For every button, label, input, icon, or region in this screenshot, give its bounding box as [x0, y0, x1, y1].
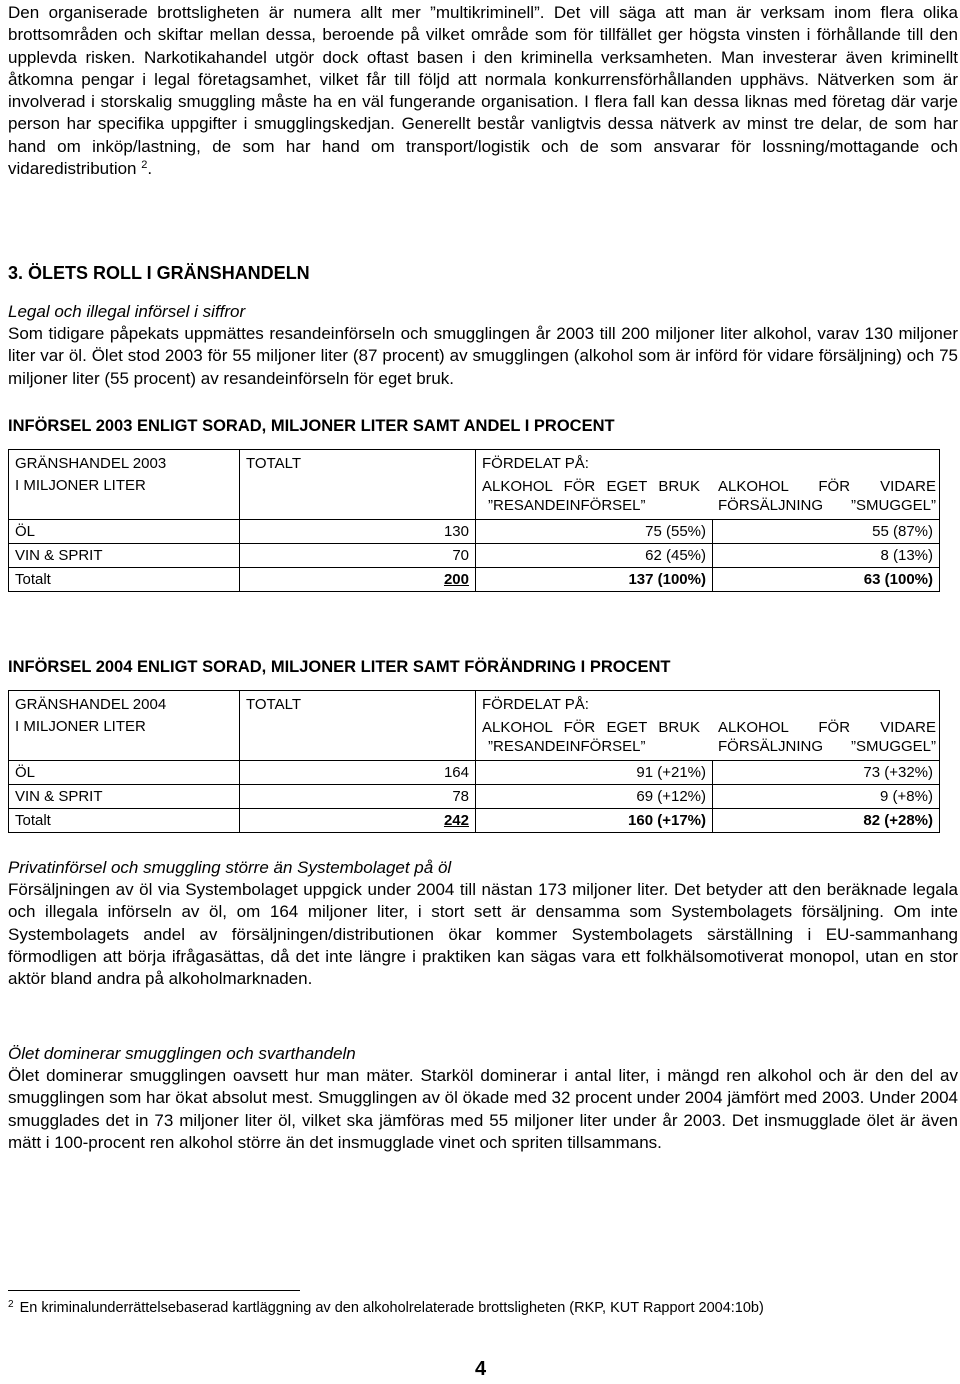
section-intro-block: [8, 301, 958, 390]
row-total: [240, 568, 476, 592]
section-subheading: Legal och illegal införsel i siffror: [8, 302, 246, 321]
header-resale-line2: FÖRSÄLJNING ”SMUGGEL”: [718, 497, 936, 514]
header-total: TOTALT: [240, 450, 476, 520]
table-row: [9, 544, 940, 568]
row-resale: 63 (100%): [713, 568, 940, 592]
row-label: ÖL: [9, 761, 240, 785]
intro-paragraph: [8, 2, 958, 180]
row-own-use: 137 (100%): [476, 568, 713, 592]
table-row: [9, 785, 940, 809]
beer-dominates-subheading: Ölet dominerar smugglingen och svarthandeln: [8, 1044, 356, 1063]
header-region: [9, 450, 240, 520]
section-heading: 3. ÖLETS ROLL I GRÄNSHANDELN: [8, 263, 310, 283]
header-region-line1: GRÄNSHANDEL 2003: [15, 455, 167, 472]
footnote-reference[interactable]: 2: [141, 159, 148, 172]
row-resale: 55 (87%): [713, 520, 940, 544]
row-label: VIN & SPRIT: [9, 544, 240, 568]
row-own-use: 91 (+21%): [476, 761, 713, 785]
row-own-use: 160 (+17%): [476, 809, 713, 833]
row-total-value: 200: [443, 571, 469, 588]
header-resale-line1: ALKOHOL FÖR VIDARE: [718, 478, 936, 495]
table-row: [9, 520, 940, 544]
table-header-row: [9, 691, 940, 761]
header-own-use: [482, 477, 700, 515]
header-own-use-line1: ALKOHOL FÖR EGET BRUK: [482, 719, 700, 736]
row-total: 70: [240, 544, 476, 568]
footnote: [8, 1299, 764, 1316]
footnote-divider: [8, 1290, 300, 1291]
header-own-use: [482, 718, 700, 756]
row-label: Totalt: [9, 568, 240, 592]
header-own-use-line2: ”RESANDEINFÖRSEL”: [488, 738, 646, 755]
private-import-block: [8, 857, 958, 990]
section-paragraph: Som tidigare påpekats uppmättes resandeinförseln och smugglingen år 2003 till 200 miljoner liter alkohol, varav 130 miljoner liter var öl. Ölet stod 2003 för 55 miljoner liter (87 procent) av smugglingen (alkohol som är införd för vidare försäljning) och 75 miljoner liter (55 procent) av resandeinförseln för eget bruk.: [8, 324, 958, 388]
row-total: 130: [240, 520, 476, 544]
header-resale: [718, 477, 936, 515]
header-region-line2: I MILJONER LITER: [15, 718, 146, 735]
footnote-text: En kriminalunderrättelsebaserad kartläggning av den alkoholrelaterade brottsligheten (RKP, KUT Rapport 2004:10b): [19, 1300, 764, 1316]
beer-dominates-paragraph: Ölet dominerar smugglingen oavsett hur man mäter. Starköl dominerar i antal liter, i mängd ren alkohol och är den del av smugglingen som har ökat absolut mest. Smugglingen av öl ökade med 32 procent under 2004 jämfört med 2003. Under 2004 smugglades det in 73 miljoner liter öl, vilket ska jämföras med 55 miljoner liter under år 2003. Det insmugglade ölet är även mätt i 100-procent ren alkohol större än det insmugglade vinet och spriten tillsammans.: [8, 1066, 958, 1152]
header-distribution: [476, 450, 940, 520]
row-resale: 9 (+8%): [713, 785, 940, 809]
table-total-row: [9, 568, 940, 592]
header-region: [9, 691, 240, 761]
header-region-line2: I MILJONER LITER: [15, 477, 146, 494]
header-own-use-line2: ”RESANDEINFÖRSEL”: [488, 497, 646, 514]
header-resale: [718, 718, 936, 756]
intro-text: Den organiserade brottsligheten är numera allt mer ”multikriminell”. Det vill säga att man är verksam inom flera olika brottsområden och skiftar mellan dessa, beroende på vilket område som för tillfället ger högsta vinsten i förhållande till den upplevda risken. Narkotikahandel utgör dock oftast basen i den kriminella verksamheten. Man investerar även kriminellt åtkomna pengar i legal företagsamhet, vilket får till följd att normala konkurrensförhållanden upphävs. Nätverken som är involverad i storskalig smuggling måste ha en väl fungerande organisation. I flera fall kan dessa liknas med företag där varje person har specifika uppgifter i smugglingskedjan. Generellt består vanligtvis dessa nätverk av minst tre delar, de som har hand om inköp/lastning, de som har hand om transport/logistik och de som ansvarar för lossning/mottagande och vidaredistribution: [8, 3, 958, 179]
row-label: Totalt: [9, 809, 240, 833]
header-resale-line1: ALKOHOL FÖR VIDARE: [718, 719, 936, 736]
row-total: [240, 809, 476, 833]
private-import-subheading: Privatinförsel och smuggling större än Systembolaget på öl: [8, 858, 452, 877]
row-own-use: 69 (+12%): [476, 785, 713, 809]
row-total: 78: [240, 785, 476, 809]
page-number: 4: [475, 1358, 487, 1380]
row-own-use: 75 (55%): [476, 520, 713, 544]
table-2003-heading: INFÖRSEL 2003 ENLIGT SORAD, MILJONER LITER SAMT ANDEL I PROCENT: [8, 417, 615, 435]
row-resale: 73 (+32%): [713, 761, 940, 785]
row-total-value: 242: [443, 812, 469, 829]
table-total-row: [9, 809, 940, 833]
row-label: VIN & SPRIT: [9, 785, 240, 809]
table-2003: [8, 449, 940, 592]
header-resale-line2: FÖRSÄLJNING ”SMUGGEL”: [718, 738, 936, 755]
row-resale: 8 (13%): [713, 544, 940, 568]
table-2004-heading: INFÖRSEL 2004 ENLIGT SORAD, MILJONER LITER SAMT FÖRÄNDRING I PROCENT: [8, 658, 671, 676]
row-resale: 82 (+28%): [713, 809, 940, 833]
header-own-use-line1: ALKOHOL FÖR EGET BRUK: [482, 478, 700, 495]
table-row: [9, 761, 940, 785]
header-distribution-label: FÖRDELAT PÅ:: [482, 696, 589, 713]
beer-dominates-block: [8, 1043, 958, 1154]
row-label: ÖL: [9, 520, 240, 544]
private-import-paragraph: Försäljningen av öl via Systembolaget uppgick under 2004 till nästan 173 miljoner liter. Det betyder att den beräknade legala och illegala införseln av öl, om 164 miljoner liter, i stort sett är densamma som Systembolagets försäljning. Om inte Systembolagets andel av försäljningen/distributionen ökar kommer Systembolagets särställning i EU-sammanhang förmodligen att börja ifrågasättas, då det inte längre i praktiken kan sägas vara ett folkhälsomotiverat monopol, utan en stor aktör bland andra på alkoholmarknaden.: [8, 880, 958, 989]
table-2004: [8, 690, 940, 833]
header-total: TOTALT: [240, 691, 476, 761]
intro-text-end: .: [147, 159, 153, 179]
row-total: 164: [240, 761, 476, 785]
header-distribution-label: FÖRDELAT PÅ:: [482, 455, 589, 472]
header-region-line1: GRÄNSHANDEL 2004: [15, 696, 167, 713]
table-header-row: [9, 450, 940, 520]
row-own-use: 62 (45%): [476, 544, 713, 568]
header-distribution: [476, 691, 940, 761]
footnote-number: 2: [8, 1299, 14, 1310]
